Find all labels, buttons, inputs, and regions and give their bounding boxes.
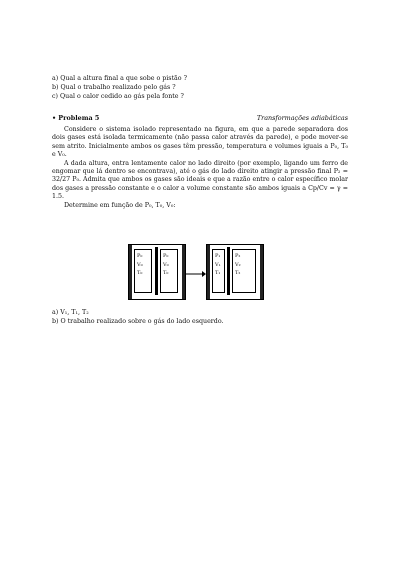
label: V₀ [137, 261, 143, 268]
problem-title: • Problema 5 [52, 114, 100, 122]
question-b-top: b) Qual o trabalho realizado pelo gás ? [52, 84, 176, 91]
piston-figure [128, 244, 264, 300]
label: T₂ [235, 270, 241, 276]
right-gas-cell [160, 249, 178, 293]
label: V₀ [163, 261, 169, 268]
label: T₁ [215, 270, 221, 276]
question-b: b) O trabalho realizado sobre o gás do lado esquerdo. [52, 318, 224, 325]
final-state-box [206, 244, 264, 300]
label: P₀ [163, 253, 169, 259]
label: V₂ [235, 261, 241, 268]
label: P₁ [215, 253, 221, 259]
right-gas-cell [232, 249, 256, 293]
question-a-top: a) Qual a altura final a que sobe o pistão ? [52, 75, 187, 82]
piston [155, 247, 158, 295]
wall [260, 245, 263, 299]
label: P₀ [137, 253, 143, 259]
question-a: a) V₁, T₁, T₂ [52, 309, 89, 316]
label: P₂ [235, 253, 241, 259]
wall [182, 245, 185, 299]
problem-body [52, 126, 348, 210]
label: T₀ [137, 270, 143, 276]
arrow-icon [186, 270, 206, 278]
initial-state-box [128, 244, 186, 300]
paragraph-3: Determine em função de P₀, T₀, V₀: [64, 201, 176, 209]
piston [227, 247, 230, 295]
question-c-top: c) Qual o calor cedido ao gás pela fonte ? [52, 93, 184, 100]
label: T₀ [163, 270, 169, 276]
paragraph-2: A dada altura, entra lentamente calor no lado direito (por exemplo, ligando um ferro de engomar que lá dentro se encontrava), até o gás do lado direito atingir a pressão final P₂ = 32/27 P₀. Admita que ambos os gases são ideais e que a razão entre o calor específico molar dos gases a pressão constante e o calor a volume constante são ambos iguais a Cp/Cv = γ = 1.5. [52, 159, 348, 201]
wall [129, 245, 132, 299]
wall [207, 245, 210, 299]
left-gas-cell [212, 249, 225, 293]
label: V₁ [215, 261, 221, 268]
paragraph-1: Considere o sistema isolado representado na figura, em que a parede separadora dos dois gases está isolada termicamente (não passa calor através da parede), e pode mover-se sem atrito. Inicialmente ambos os gases têm pressão, temperatura e volumes iguais a P₀, T₀ e V₀. [52, 126, 348, 159]
problem-topic: Transformações adiabáticas [256, 114, 348, 122]
left-gas-cell [134, 249, 152, 293]
